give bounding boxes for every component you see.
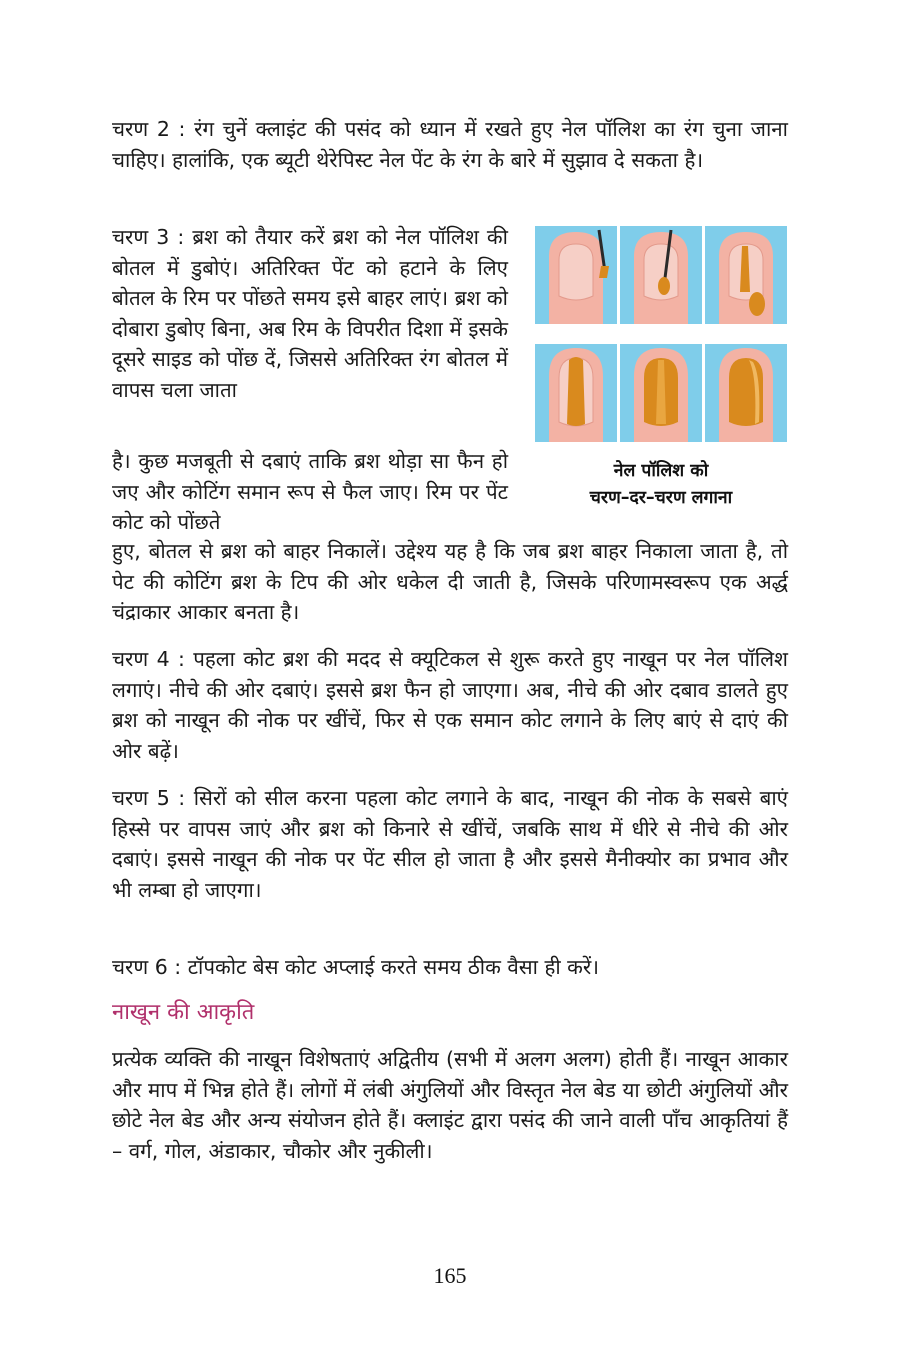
nail-polish-steps-image: [535, 226, 787, 442]
step-5-paragraph: चरण 5 : सिरों को सील करना पहला कोट लगाने के बाद, नाखून की नोक के सबसे बाएं हिस्से पर वापस जाएं और ब्रश को किनारे से खींचें, जबकि साथ में धीरे से नीचे की ओर दबाएं। इससे नाखून की नोक पर पेंट सील हो जाता है और इससे मैनीक्योर का प्रभाव और भी लम्बा हो जाएगा।: [112, 786, 788, 902]
nail-shape-paragraph: प्रत्येक व्यक्ति की नाखून विशेषताएं अद्वितीय (सभी में अलग अलग) होती हैं। नाखून आकार और माप में भिन्न होते हैं। लोगों में लंबी अंगुलियों और विस्तृत नेल बेड या छोटी अंगुलियों और छोटे नेल बेड और अन्य संयोजन होते हैं। क्लाइंट द्वारा पसंद की जाने वाली पाँच आकृतियां हैं – वर्ग, गोल, अंडाकार, चौकोर और नुकीली।: [112, 1047, 788, 1163]
step-3-paragraph-part-3: हुए, बोतल से ब्रश को बाहर निकालें। उद्देश्य यह है कि जब ब्रश बाहर निकाला जाता है, तो पेट की कोटिंग ब्रश के टिप की ओर धकेल दी जाती है, जिसके परिणामस्वरूप एक अर्द्ध चंद्राकार आकार बनता है।: [112, 539, 788, 624]
finger-step-2: [634, 230, 688, 324]
figure-caption-line-1: नेल पॉलिश को: [613, 461, 709, 481]
step-4-paragraph: चरण 4 : पहला कोट ब्रश की मदद से क्यूटिकल से शुरू करते हुए नाखून पर नेल पॉलिश लगाएं। नीचे की ओर दबाएं। इससे ब्रश फैन हो जाएगा। अब, नीचे की ओर दबाव डालते हुए ब्रश को नाखून की नोक पर खींचें, फिर से एक समान कोट लगाने के लिए बाएं से दाएं की ओर बढ़ें।: [112, 647, 788, 763]
finger-step-6: [719, 348, 773, 442]
step-3-paragraph-part-1: चरण 3 : ब्रश को तैयार करें ब्रश को नेल पॉलिश की बोतल में डुबोएं। अतिरिक्त पेंट को हटाने के लिए बोतल के रिम पर पोंछते समय इसे बाहर लाएं। ब्रश को दोबारा डुबोए बिना, अब रिम के विपरीत दिशा में इसके दूसरे साइड को पोंछ दें, जिससे अतिरिक्त रंग बोतल में वापस चला जाता: [112, 225, 508, 402]
finger-step-4: [549, 348, 603, 442]
figure-caption: [535, 458, 787, 512]
finger-step-1: [549, 230, 609, 324]
nail-polish-steps-illustration: [535, 226, 787, 442]
step-3-paragraph-part-2: है। कुछ मजबूती से दबाएं ताकि ब्रश थोड़ा सा फैन हो जए और कोटिंग समान रूप से फैल जाए। रिम पर पेंट कोट को पोंछते: [112, 449, 508, 534]
figure-caption-line-2: चरण–दर–चरण लगाना: [589, 488, 733, 508]
finger-step-3: [719, 232, 773, 324]
page-number: 165: [433, 1263, 467, 1288]
step-2-paragraph: चरण 2 : रंग चुनें क्लाइंट की पसंद को ध्यान में रखते हुए नेल पॉलिश का रंग चुना जाना चाहिए। हालांकि, एक ब्यूटी थेरेपिस्ट नेल पेंट के रंग के बारे में सुझाव दे सकता है।: [112, 117, 788, 172]
nail-shape-heading: नाखून की आकृति: [112, 1000, 255, 1025]
finger-step-5: [634, 348, 688, 442]
step-6-paragraph: चरण 6 : टॉपकोट बेस कोट अप्लाई करते समय ठीक वैसा ही करें।: [112, 955, 600, 979]
